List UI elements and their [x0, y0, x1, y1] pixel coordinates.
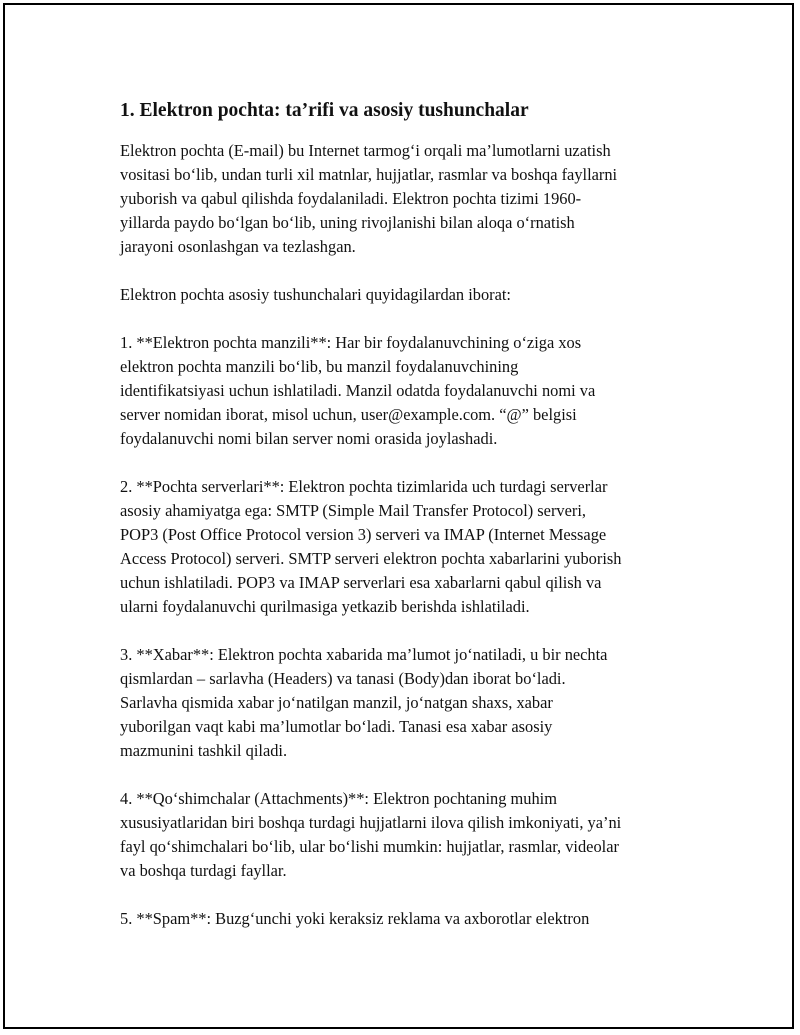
- text-line: ularni foydalanuvchi qurilmasiga yetkazib berishda ishlatiladi.: [120, 597, 530, 616]
- text-line: Elektron pochta (E-mail) bu Internet tarmog‘i orqali ma’lumotlarni uzatish: [120, 141, 611, 160]
- text-line: 5. **Spam**: Buzg‘unchi yoki keraksiz reklama va axborotlar elektron: [120, 909, 590, 928]
- text-line: elektron pochta manzili bo‘lib, bu manzil foydalanuvchining: [120, 357, 519, 376]
- paragraph-item-attachments: [120, 787, 680, 883]
- page-frame: [3, 3, 794, 1029]
- text-line: Sarlavha qismida xabar jo‘natilgan manzil, jo‘natgan shaxs, xabar: [120, 693, 553, 712]
- text-line: fayl qo‘shimchalari bo‘lib, ular bo‘lishi mumkin: hujjatlar, rasmlar, videolar: [120, 837, 619, 856]
- paragraph-item-message: [120, 643, 680, 763]
- text-line: POP3 (Post Office Protocol version 3) serveri va IMAP (Internet Message: [120, 525, 607, 544]
- text-line: jarayoni osonlashgan va tezlashgan.: [120, 237, 356, 256]
- paragraph-list-intro: [120, 283, 680, 307]
- text-line: yuborish va qabul qilishda foydalaniladi. Elektron pochta tizimi 1960-: [120, 189, 582, 208]
- text-line: uchun ishlatiladi. POP3 va IMAP serverlari esa xabarlarni qabul qilish va: [120, 573, 602, 592]
- text-line: va boshqa turdagi fayllar.: [120, 861, 287, 880]
- text-line: asosiy ahamiyatga ega: SMTP (Simple Mail Transfer Protocol) serveri,: [120, 501, 586, 520]
- paragraph-intro: [120, 139, 680, 259]
- text-line: vositasi bo‘lib, undan turli xil matnlar, hujjatlar, rasmlar va boshqa fayllarni: [120, 165, 618, 184]
- text-line: server nomidan iborat, misol uchun, user@example.com. “@” belgisi: [120, 405, 577, 424]
- paragraph-item-email-address: [120, 331, 680, 451]
- text-line: 2. **Pochta serverlari**: Elektron pochta tizimlarida uch turdagi serverlar: [120, 477, 608, 496]
- section-heading: 1. Elektron pochta: ta’rifi va asosiy tushunchalar: [120, 100, 529, 121]
- text-line: mazmunini tashkil qiladi.: [120, 741, 288, 760]
- text-line: 1. **Elektron pochta manzili**: Har bir foydalanuvchining o‘ziga xos: [120, 333, 582, 352]
- text-line: yillarda paydo bo‘lgan bo‘lib, uning rivojlanishi bilan aloqa o‘rnatish: [120, 213, 575, 232]
- text-line: 3. **Xabar**: Elektron pochta xabarida ma’lumot jo‘natiladi, u bir nechta: [120, 645, 608, 664]
- paragraph-item-spam: [120, 907, 680, 931]
- text-line: yuborilgan vaqt kabi ma’lumotlar bo‘ladi. Tanasi esa xabar asosiy: [120, 717, 553, 736]
- text-line: foydalanuvchi nomi bilan server nomi orasida joylashadi.: [120, 429, 498, 448]
- text-line: Access Protocol) serveri. SMTP serveri elektron pochta xabarlarini yuborish: [120, 549, 622, 568]
- text-line: 4. **Qo‘shimchalar (Attachments)**: Elektron pochtaning muhim: [120, 789, 557, 808]
- document-body: [120, 97, 680, 955]
- text-line: qismlardan – sarlavha (Headers) va tanasi (Body)dan iborat bo‘ladi.: [120, 669, 566, 688]
- paragraph-item-mail-servers: [120, 475, 680, 619]
- text-line: Elektron pochta asosiy tushunchalari quyidagilardan iborat:: [120, 285, 511, 304]
- text-line: xususiyatlaridan biri boshqa turdagi hujjatlarni ilova qilish imkoniyati, ya’ni: [120, 813, 622, 832]
- text-line: identifikatsiyasi uchun ishlatiladi. Manzil odatda foydalanuvchi nomi va: [120, 381, 596, 400]
